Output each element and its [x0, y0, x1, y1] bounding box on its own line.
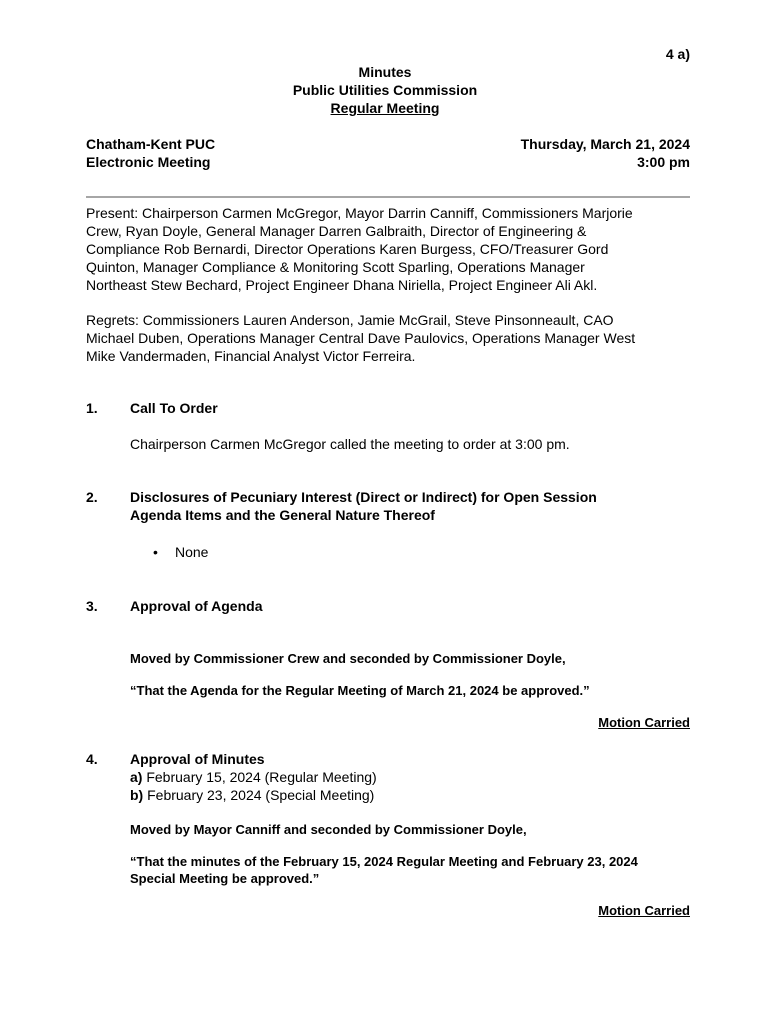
meeting-type: Regular Meeting [330, 100, 440, 116]
item-4-result: Motion Carried [598, 903, 690, 918]
bullet-icon: • [153, 544, 158, 560]
regrets-line: Regrets: Commissioners Lauren Anderson, Jamie McGrail, Steve Pinsonneault, CAO [86, 312, 614, 328]
meeting-time: 3:00 pm [637, 154, 690, 170]
item-4-sub-a [130, 768, 377, 786]
present-line: Compliance Rob Bernardi, Director Operations Karen Burgess, CFO/Treasurer Gord [86, 241, 609, 257]
item-4-sub-a-text: February 15, 2024 (Regular Meeting) [146, 769, 377, 785]
item-4-heading: Approval of Minutes [130, 751, 265, 767]
item-3-moved: Moved by Commissioner Crew and seconded by Commissioner Doyle, [130, 651, 566, 666]
meeting-location: Electronic Meeting [86, 154, 211, 170]
item-4-sub-b [130, 786, 374, 804]
item-4-moved: Moved by Mayor Canniff and seconded by Commissioner Doyle, [130, 822, 527, 837]
item-2-heading-line: Agenda Items and the General Nature Thereof [130, 507, 435, 523]
header-divider [86, 196, 690, 198]
organization-name: Chatham-Kent PUC [86, 136, 216, 152]
item-4-motion-line: “That the minutes of the February 15, 2024 Regular Meeting and February 23, 2024 [130, 854, 638, 869]
item-1-text: Chairperson Carmen McGregor called the meeting to order at 3:00 pm. [130, 436, 570, 452]
present-line: Present: Chairperson Carmen McGregor, Mayor Darrin Canniff, Commissioners Marjorie [86, 205, 633, 221]
item-3-result-wrapper [540, 714, 690, 731]
item-2-number: 2. [86, 489, 98, 505]
document-title: Minutes [358, 64, 412, 80]
item-1-heading: Call To Order [130, 400, 218, 416]
item-3-motion: “That the Agenda for the Regular Meeting of March 21, 2024 be approved.” [130, 683, 590, 698]
item-3-result: Motion Carried [598, 715, 690, 730]
meeting-type-wrapper [235, 99, 535, 117]
agenda-item-reference: 4 a) [665, 46, 690, 62]
item-4-result-wrapper [540, 902, 690, 919]
item-4-motion-line: Special Meeting be approved.” [130, 871, 320, 886]
meeting-date: Thursday, March 21, 2024 [520, 136, 690, 152]
item-4-sub-b-text: February 23, 2024 (Special Meeting) [147, 787, 375, 803]
regrets-line: Michael Duben, Operations Manager Central Dave Paulovics, Operations Manager West [86, 330, 636, 346]
item-2-heading-line: Disclosures of Pecuniary Interest (Direct or Indirect) for Open Session [130, 489, 597, 505]
item-4-number: 4. [86, 751, 98, 767]
item-4-sub-a-label: a) [130, 769, 143, 785]
item-3-heading: Approval of Agenda [130, 598, 263, 614]
present-line: Northeast Stew Bechard, Project Engineer Dhana Niriella, Project Engineer Ali Akl. [86, 277, 598, 293]
item-1-number: 1. [86, 400, 98, 416]
present-line: Crew, Ryan Doyle, General Manager Darren Galbraith, Director of Engineering & [86, 223, 587, 239]
commission-name: Public Utilities Commission [292, 82, 478, 98]
present-line: Quinton, Manager Compliance & Monitoring Scott Sparling, Operations Manager [86, 259, 585, 275]
item-2-bullet-text: None [175, 544, 209, 560]
item-3-number: 3. [86, 598, 98, 614]
regrets-line: Mike Vandermaden, Financial Analyst Victor Ferreira. [86, 348, 416, 364]
item-4-sub-b-label: b) [130, 787, 144, 803]
